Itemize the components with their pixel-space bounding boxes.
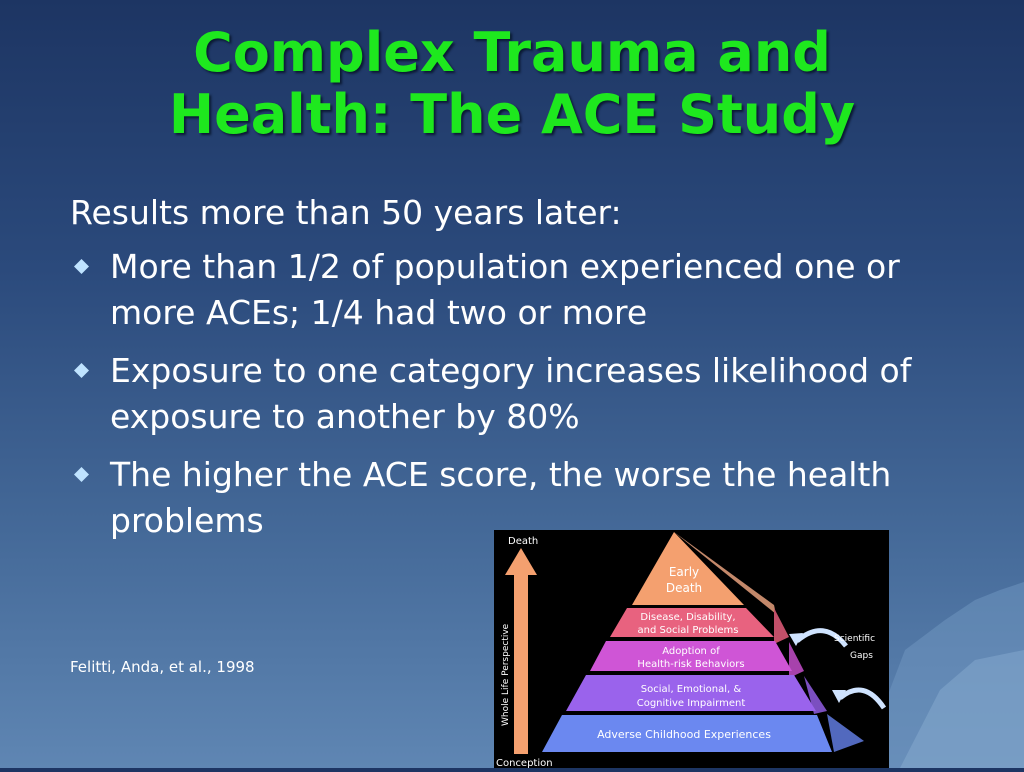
level-1-line-1: Early	[668, 565, 700, 579]
level-1-line-2: Death	[665, 581, 703, 595]
level-4-line-2: Cognitive Impairment	[636, 698, 746, 709]
ace-pyramid-figure	[494, 530, 889, 768]
citation: Felitti, Anda, et al., 1998	[70, 658, 255, 676]
level-4-line-1: Social, Emotional, &	[640, 684, 742, 695]
pyramid-top-label: Death	[508, 536, 539, 547]
pyramid-axis-label: Whole Life Perspective	[501, 623, 511, 726]
side-label-2: Gaps	[850, 651, 873, 661]
diamond-bullet-icon	[74, 259, 89, 274]
bullet-item-1	[70, 244, 970, 336]
level-5-line-1: Adverse Childhood Experiences	[597, 728, 771, 741]
curved-arrow-icon	[840, 690, 884, 708]
bullet-text-2: Exposure to one category increases likelihood of exposure to another by 80%	[110, 351, 912, 436]
ace-pyramid-svg	[494, 530, 889, 768]
title-line-1: Complex Trauma and	[193, 21, 831, 84]
diamond-bullet-icon	[74, 467, 89, 482]
diamond-bullet-icon	[74, 363, 89, 378]
arrow-up-icon	[505, 548, 537, 575]
level-2-line-1: Disease, Disability,	[640, 612, 736, 623]
slide-title	[0, 22, 1024, 146]
pyramid-bottom-label: Conception	[496, 758, 553, 768]
level-3-line-2: Health-risk Behaviors	[637, 659, 745, 670]
bullet-text-1: More than 1/2 of population experienced one or more ACEs; 1/4 had two or more	[110, 247, 900, 332]
lead-text: Results more than 50 years later:	[70, 193, 622, 232]
lifespan-arrow-shaft	[514, 572, 528, 754]
bullet-text-3: The higher the ACE score, the worse the health problems	[110, 455, 892, 540]
title-line-2: Health: The ACE Study	[168, 83, 856, 146]
level-2-line-2: and Social Problems	[637, 625, 739, 636]
level-3-line-1: Adoption of	[662, 646, 720, 657]
slide-body	[70, 190, 970, 556]
bullet-item-2	[70, 348, 970, 440]
side-label-1: Scientific	[834, 634, 876, 644]
